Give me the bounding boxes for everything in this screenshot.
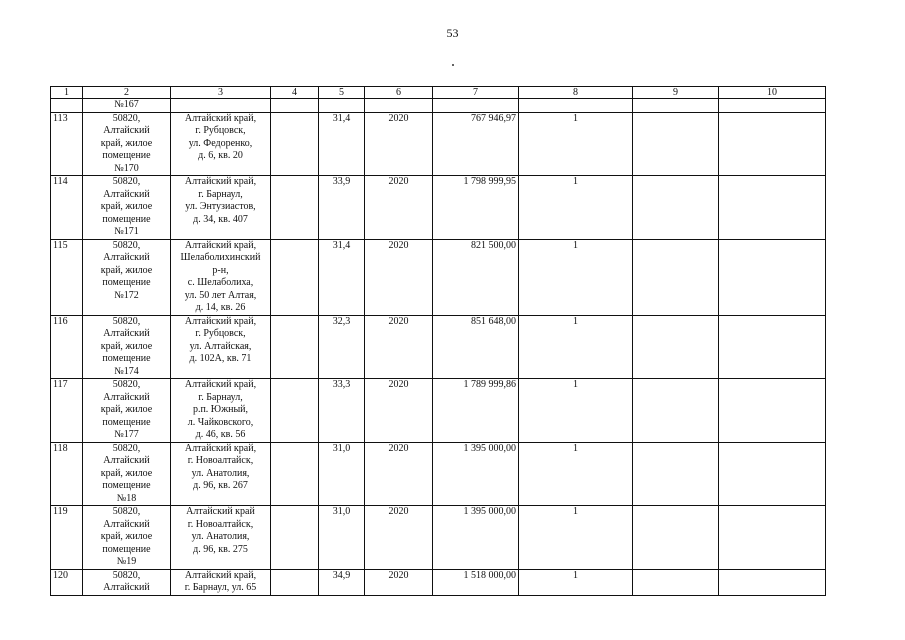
value-cell: 1 395 000,00 — [433, 506, 519, 570]
table-row — [51, 112, 826, 176]
cell — [519, 99, 633, 113]
address-cell: Алтайский край, г. Новоалтайск, ул. Анатолия, д. 96, кв. 267 — [171, 442, 271, 506]
quantity-cell: 1 — [519, 379, 633, 443]
column-header: 10 — [719, 87, 826, 99]
quantity-cell: 1 — [519, 569, 633, 595]
empty-cell — [633, 569, 719, 595]
quantity-cell: 1 — [519, 112, 633, 176]
value-cell: 1 395 000,00 — [433, 442, 519, 506]
value-cell: 851 648,00 — [433, 315, 519, 379]
row-number-cell: 116 — [51, 315, 83, 379]
row-number-cell: 115 — [51, 239, 83, 315]
empty-cell — [719, 315, 826, 379]
object-cell: 50820, Алтайский край, жилое помещение №170 — [83, 112, 171, 176]
cell — [271, 99, 319, 113]
year-cell: 2020 — [365, 379, 433, 443]
object-cell: 50820, Алтайский край, жилое помещение №18 — [83, 442, 171, 506]
column-header: 3 — [171, 87, 271, 99]
cell — [433, 99, 519, 113]
cell — [719, 99, 826, 113]
quantity-cell: 1 — [519, 239, 633, 315]
column-header: 8 — [519, 87, 633, 99]
empty-cell — [633, 506, 719, 570]
empty-cell — [719, 569, 826, 595]
table-row — [51, 315, 826, 379]
address-cell: Алтайский край, г. Рубцовск, ул. Федоренко, д. 6, кв. 20 — [171, 112, 271, 176]
object-cell: 50820, Алтайский край, жилое помещение №19 — [83, 506, 171, 570]
year-cell: 2020 — [365, 569, 433, 595]
quantity-cell: 1 — [519, 176, 633, 240]
empty-cell — [719, 176, 826, 240]
column-header: 6 — [365, 87, 433, 99]
empty-cell — [271, 176, 319, 240]
area-cell: 34,9 — [319, 569, 365, 595]
address-cell: Алтайский край, г. Барнаул, ул. 65 — [171, 569, 271, 595]
address-cell: Алтайский край, г. Барнаул, ул. Энтузиастов, д. 34, кв. 407 — [171, 176, 271, 240]
object-cell: №167 — [83, 99, 171, 113]
empty-cell — [271, 239, 319, 315]
year-cell: 2020 — [365, 315, 433, 379]
empty-cell — [271, 315, 319, 379]
column-header: 4 — [271, 87, 319, 99]
value-cell: 767 946,97 — [433, 112, 519, 176]
empty-cell — [633, 239, 719, 315]
empty-cell — [271, 379, 319, 443]
empty-cell — [271, 506, 319, 570]
year-cell: 2020 — [365, 112, 433, 176]
area-cell: 33,9 — [319, 176, 365, 240]
value-cell: 1 798 999,95 — [433, 176, 519, 240]
object-cell: 50820, Алтайский край, жилое помещение №174 — [83, 315, 171, 379]
area-cell: 31,4 — [319, 239, 365, 315]
area-cell: 31,4 — [319, 112, 365, 176]
empty-cell — [271, 112, 319, 176]
year-cell: 2020 — [365, 176, 433, 240]
table-row — [51, 442, 826, 506]
object-cell: 50820, Алтайский — [83, 569, 171, 595]
column-header: 5 — [319, 87, 365, 99]
year-cell: 2020 — [365, 442, 433, 506]
registry-table-body — [51, 87, 826, 596]
empty-cell — [633, 379, 719, 443]
column-header: 7 — [433, 87, 519, 99]
area-cell: 32,3 — [319, 315, 365, 379]
year-cell: 2020 — [365, 239, 433, 315]
value-cell: 821 500,00 — [433, 239, 519, 315]
empty-cell — [719, 112, 826, 176]
value-cell: 1 518 000,00 — [433, 569, 519, 595]
empty-cell — [633, 315, 719, 379]
registry-table — [50, 86, 826, 596]
scan-dot — [452, 64, 454, 66]
object-cell: 50820, Алтайский край, жилое помещение №172 — [83, 239, 171, 315]
cell — [365, 99, 433, 113]
page-number: 53 — [446, 26, 459, 40]
row-number-cell: 117 — [51, 379, 83, 443]
empty-cell — [633, 112, 719, 176]
address-cell: Алтайский край, г. Рубцовск, ул. Алтайская, д. 102А, кв. 71 — [171, 315, 271, 379]
row-number-cell: 113 — [51, 112, 83, 176]
quantity-cell: 1 — [519, 315, 633, 379]
cell — [319, 99, 365, 113]
table-row — [51, 506, 826, 570]
column-number-row — [51, 87, 826, 99]
cell — [171, 99, 271, 113]
area-cell: 31,0 — [319, 442, 365, 506]
empty-cell — [719, 506, 826, 570]
table-row — [51, 239, 826, 315]
empty-cell — [719, 379, 826, 443]
area-cell: 31,0 — [319, 506, 365, 570]
object-cell: 50820, Алтайский край, жилое помещение №171 — [83, 176, 171, 240]
address-cell: Алтайский край, г. Барнаул, р.п. Южный, л. Чайковского, д. 46, кв. 56 — [171, 379, 271, 443]
year-cell: 2020 — [365, 506, 433, 570]
continuation-row — [51, 99, 826, 113]
empty-cell — [271, 442, 319, 506]
address-cell: Алтайский край г. Новоалтайск, ул. Анатолия, д. 96, кв. 275 — [171, 506, 271, 570]
row-number-cell: 118 — [51, 442, 83, 506]
empty-cell — [633, 442, 719, 506]
object-cell: 50820, Алтайский край, жилое помещение №177 — [83, 379, 171, 443]
empty-cell — [719, 239, 826, 315]
address-cell: Алтайский край, Шелаболихинский р-н, с. Шелаболиха, ул. 50 лет Алтая, д. 14, кв. 26 — [171, 239, 271, 315]
column-header: 9 — [633, 87, 719, 99]
cell — [633, 99, 719, 113]
empty-cell — [633, 176, 719, 240]
row-number-cell: 114 — [51, 176, 83, 240]
value-cell: 1 789 999,86 — [433, 379, 519, 443]
table-row — [51, 379, 826, 443]
cell — [51, 99, 83, 113]
column-header: 2 — [83, 87, 171, 99]
area-cell: 33,3 — [319, 379, 365, 443]
row-number-cell: 120 — [51, 569, 83, 595]
empty-cell — [719, 442, 826, 506]
empty-cell — [271, 569, 319, 595]
quantity-cell: 1 — [519, 442, 633, 506]
column-header: 1 — [51, 87, 83, 99]
table-row — [51, 176, 826, 240]
quantity-cell: 1 — [519, 506, 633, 570]
table-row — [51, 569, 826, 595]
row-number-cell: 119 — [51, 506, 83, 570]
